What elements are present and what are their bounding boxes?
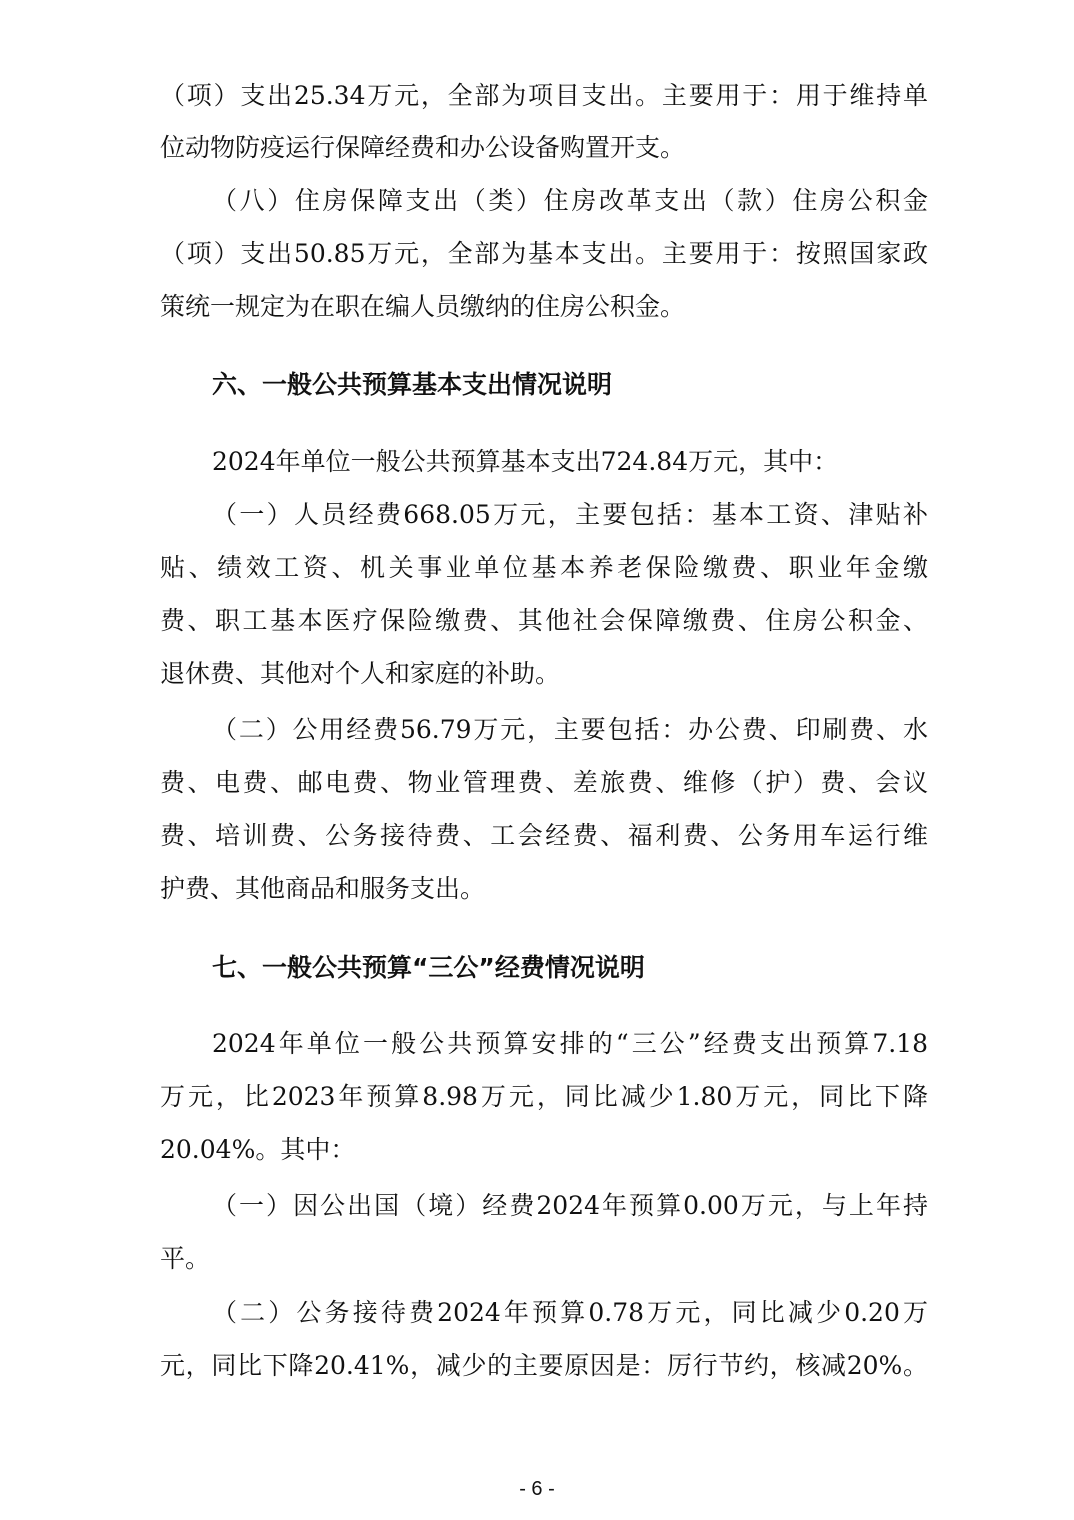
text-line: （二）公用经费56.79万元，主要包括：办公费、印刷费、水 [212, 715, 928, 744]
text-line: （项）支出50.85万元，全部为基本支出。主要用于：按照国家政 [160, 239, 928, 268]
text-line: （二）公务接待费2024年预算0.78万元，同比减少0.20万 [212, 1298, 928, 1327]
text-line: 2024年单位一般公共预算安排的“三公”经费支出预算7.18 [212, 1029, 928, 1058]
section-heading: 六、一般公共预算基本支出情况说明 [212, 370, 613, 399]
text-line: （项）支出25.34万元，全部为项目支出。主要用于：用于维持单 [160, 81, 928, 110]
text-line: 费、职工基本医疗保险缴费、其他社会保障缴费、住房公积金、 [160, 606, 928, 635]
text-line: 费、培训费、公务接待费、工会经费、福利费、公务用车运行维 [160, 821, 928, 850]
text-line: （一）因公出国（境）经费2024年预算0.00万元，与上年持 [212, 1191, 928, 1220]
text-line: 平。 [160, 1244, 211, 1273]
text-line: 策统一规定为在职在编人员缴纳的住房公积金。 [160, 292, 686, 321]
text-line: 护费、其他商品和服务支出。 [160, 874, 486, 903]
text-line: （一）人员经费668.05万元，主要包括：基本工资、津贴补 [212, 500, 928, 529]
section-heading: 七、一般公共预算“三公”经费情况说明 [212, 953, 645, 982]
text-line: 20.04%。其中： [160, 1135, 356, 1164]
text-line: 元，同比下降20.41%，减少的主要原因是：厉行节约，核减20%。 [160, 1351, 928, 1380]
text-line: 2024年单位一般公共预算基本支出724.84万元，其中： [212, 447, 839, 476]
text-line: 位动物防疫运行保障经费和办公设备购置开支。 [160, 133, 686, 162]
text-line: 贴、绩效工资、机关事业单位基本养老保险缴费、职业年金缴 [160, 553, 928, 582]
text-line: （八）住房保障支出（类）住房改革支出（款）住房公积金 [212, 186, 928, 215]
text-line: 万元，比2023年预算8.98万元，同比减少1.80万元，同比下降 [160, 1082, 928, 1111]
page-number: - 6 - [519, 1478, 555, 1500]
text-line: 费、电费、邮电费、物业管理费、差旅费、维修（护）费、会议 [160, 768, 928, 797]
text-line: 退休费、其他对个人和家庭的补助。 [160, 659, 561, 688]
